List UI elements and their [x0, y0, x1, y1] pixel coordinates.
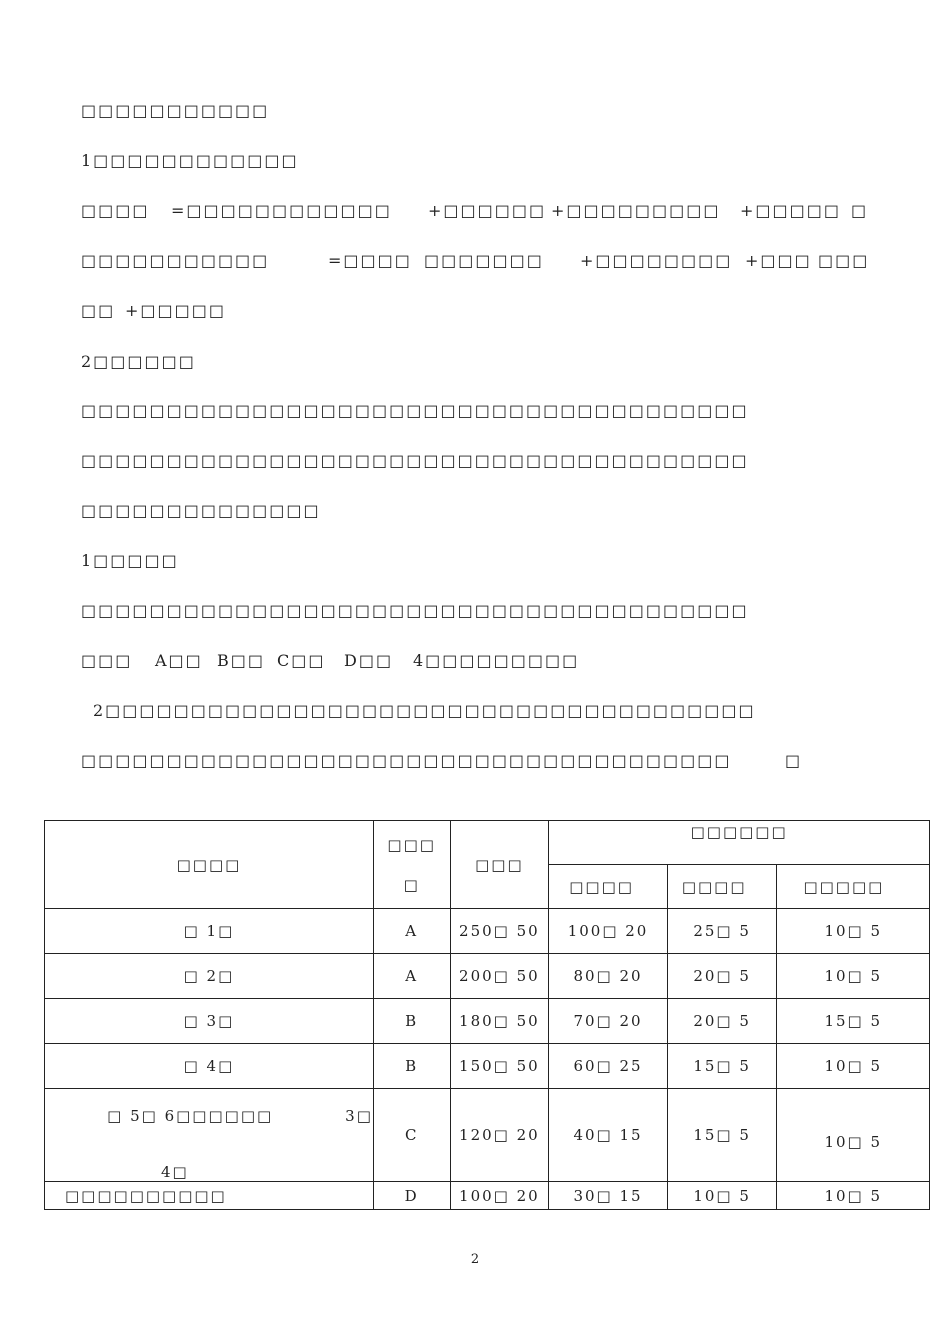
- row-value: 10□ 5: [777, 909, 930, 954]
- row-class: B: [373, 1044, 450, 1089]
- subheading-1: 1□□□□□□□□□□□□: [81, 151, 299, 170]
- header-sub-1: □□□□: [549, 865, 668, 909]
- section-heading: □□□□□□□□□□□: [81, 101, 270, 120]
- class-line-e: D□□: [344, 651, 394, 670]
- row-class: D: [373, 1182, 450, 1210]
- row-value: 70□ 20: [549, 999, 668, 1044]
- formula-line-1e: +□□□□□: [740, 201, 841, 220]
- row-value: 30□ 15: [549, 1182, 668, 1210]
- row-value: 150□ 50: [450, 1044, 549, 1089]
- formula-line-2a: □□□□□□□□□□□: [81, 251, 270, 270]
- formula-line-2b: =□□□□: [328, 251, 412, 270]
- paragraph-end: □: [785, 751, 803, 770]
- row-value: 10□ 5: [777, 1044, 930, 1089]
- row-name-part-3: 4□: [161, 1163, 189, 1181]
- class-line-a: □□□: [81, 651, 133, 670]
- row-value: 60□ 25: [549, 1044, 668, 1089]
- row-class: B: [373, 999, 450, 1044]
- row-value: 15□ 5: [777, 999, 930, 1044]
- row-class: C: [373, 1089, 450, 1182]
- formula-line-2c: □□□□□□□: [424, 251, 544, 270]
- class-line-b: A□□: [155, 651, 203, 670]
- header-col-2-line1: □□□: [387, 835, 436, 854]
- header-col-2-line2: □: [403, 875, 420, 894]
- row-value: 120□ 20: [450, 1089, 549, 1182]
- data-table: [44, 820, 930, 1210]
- header-sub-2: □□□□: [667, 865, 777, 909]
- row-value: 180□ 50: [450, 999, 549, 1044]
- paragraph-line: 2□□□□□□□□□□□□□□□□□□□□□□□□□□□□□□□□□□□□□□: [93, 701, 756, 720]
- row-value: 25□ 5: [667, 909, 777, 954]
- row-value: 20□ 5: [667, 954, 777, 999]
- row-name: □□□□□□□□□□: [45, 1182, 374, 1210]
- formula-line-1c: +□□□□□□: [428, 201, 547, 220]
- formula-line-1d: +□□□□□□□□□: [551, 201, 721, 220]
- header-sub-3: □□□□□: [777, 865, 930, 909]
- row-value: 15□ 5: [667, 1089, 777, 1182]
- row-value: 20□ 5: [667, 999, 777, 1044]
- header-col-3: □□□: [450, 821, 549, 909]
- row-name: [45, 1089, 374, 1182]
- row-value: 10□ 5: [777, 954, 930, 999]
- formula-line-2e: +□□□: [745, 251, 812, 270]
- table-row: [45, 999, 930, 1044]
- row-value: 10□ 5: [777, 1089, 930, 1182]
- paragraph-line: □□□□□□□□□□□□□□: [81, 501, 321, 520]
- class-line-c: B□□: [217, 651, 265, 670]
- paragraph-line: □□□□□□□□□□□□□□□□□□□□□□□□□□□□□□□□□□□□□□□: [81, 401, 749, 420]
- paragraph-line: □□□□□□□□□□□□□□□□□□□□□□□□□□□□□□□□□□□□□□: [81, 751, 732, 770]
- row-name: □ 1□: [45, 909, 374, 954]
- row-name-part-2: 3□: [345, 1107, 373, 1125]
- row-name: □ 2□: [45, 954, 374, 999]
- row-value: 250□ 50: [450, 909, 549, 954]
- row-class: A: [373, 954, 450, 999]
- row-value: 100□ 20: [549, 909, 668, 954]
- subheading-2: 2□□□□□□: [81, 352, 196, 371]
- formula-line-2d: +□□□□□□□□: [580, 251, 733, 270]
- table-row: [45, 1089, 930, 1182]
- table-row: [45, 909, 930, 954]
- table-row: [45, 1044, 930, 1089]
- header-col-1: □□□□: [45, 821, 374, 909]
- header-group: □□□□□□: [549, 821, 930, 865]
- table-row: [45, 1182, 930, 1210]
- row-name-part-1: □ 5□ 6□□□□□□: [107, 1107, 274, 1125]
- class-line-d: C□□: [277, 651, 326, 670]
- row-name: □ 3□: [45, 999, 374, 1044]
- formula-line-1f: □: [851, 201, 869, 220]
- row-value: 200□ 50: [450, 954, 549, 999]
- formula-line-1a: □□□□: [81, 201, 150, 220]
- row-value: 40□ 15: [549, 1089, 668, 1182]
- row-value: 10□ 5: [667, 1182, 777, 1210]
- class-line-f: 4□□□□□□□□□: [413, 651, 580, 670]
- row-value: 80□ 20: [549, 954, 668, 999]
- row-value: 15□ 5: [667, 1044, 777, 1089]
- formula-line-3a: □□: [81, 301, 116, 320]
- row-value: 10□ 5: [777, 1182, 930, 1210]
- page-number: 2: [470, 1252, 480, 1267]
- table-row: [45, 954, 930, 999]
- row-name: □ 4□: [45, 1044, 374, 1089]
- row-class: A: [373, 909, 450, 954]
- paragraph-line: □□□□□□□□□□□□□□□□□□□□□□□□□□□□□□□□□□□□□□□: [81, 601, 749, 620]
- header-col-2: [373, 821, 450, 909]
- paragraph-line: □□□□□□□□□□□□□□□□□□□□□□□□□□□□□□□□□□□□□□□: [81, 451, 749, 470]
- formula-line-3b: +□□□□□: [125, 301, 226, 320]
- formula-line-1b: =□□□□□□□□□□□□: [171, 201, 392, 220]
- subheading-3: 1□□□□□: [81, 551, 179, 570]
- row-value: 100□ 20: [450, 1182, 549, 1210]
- formula-line-2f: □□□: [818, 251, 870, 270]
